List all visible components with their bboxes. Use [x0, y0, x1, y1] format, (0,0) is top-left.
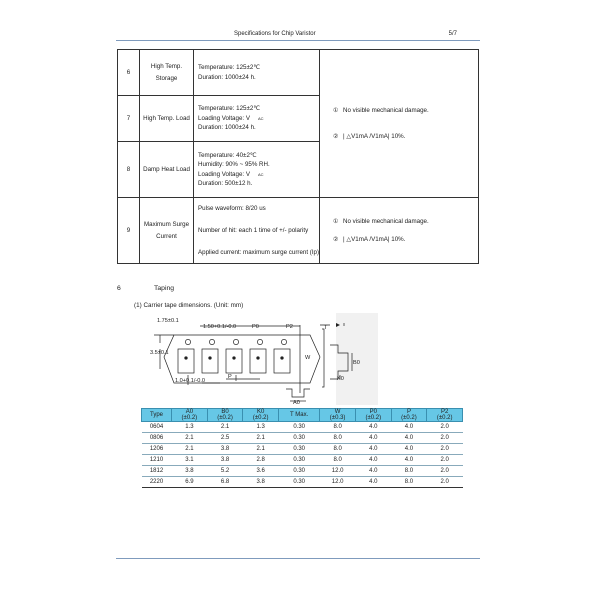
test-conditions: Temperature: 40±2℃ Humidity: 90% ~ 95% RH. Loading Voltage: V AC Duration: 500±12 h. — [194, 142, 320, 198]
table-cell: 8.0 — [320, 455, 356, 466]
table-cell: 3.6 — [243, 466, 279, 477]
test-number: 9 — [118, 198, 140, 264]
table-cell: 4.0 — [391, 422, 427, 433]
reliability-spec-table — [117, 49, 479, 264]
table-cell: 2.0 — [427, 466, 463, 477]
dim-label: P2 — [286, 324, 293, 330]
table-cell: 4.0 — [391, 455, 427, 466]
column-header: P0 (±0.2) — [355, 409, 391, 422]
table-cell: 4.0 — [391, 444, 427, 455]
test-item: High Temp. Storage — [140, 50, 194, 96]
table-cell: 12.0 — [320, 477, 356, 488]
table-row — [142, 422, 463, 433]
table-header-row — [142, 409, 463, 422]
test-number: 6 — [118, 50, 140, 96]
dim-label: 3.5±0.1 — [150, 350, 169, 356]
table-cell: 6.9 — [172, 477, 208, 488]
table-cell: 3.8 — [243, 477, 279, 488]
table-row — [118, 50, 479, 96]
table-cell: 12.0 — [320, 466, 356, 477]
table-cell: 4.0 — [355, 444, 391, 455]
table-cell: 0.30 — [279, 455, 320, 466]
table-cell: 3.1 — [172, 455, 208, 466]
table-cell: 1812 — [142, 466, 172, 477]
table-cell: 1.3 — [172, 422, 208, 433]
dim-label: W — [305, 355, 311, 361]
table-cell: 6.8 — [207, 477, 243, 488]
page-number: 5/7 — [448, 31, 457, 37]
table-cell: 1206 — [142, 444, 172, 455]
tape-dimensions-table — [141, 408, 463, 488]
table-cell: 2.1 — [243, 433, 279, 444]
subsection-heading — [134, 302, 243, 309]
table-row — [142, 466, 463, 477]
test-item: Damp Heat Load — [140, 142, 194, 198]
table-cell: 2.0 — [427, 433, 463, 444]
table-row — [142, 444, 463, 455]
table-cell: 2.0 — [427, 422, 463, 433]
carrier-tape-diagram — [140, 313, 380, 405]
dim-label: 1.0+0.1/-0.0 — [175, 378, 206, 384]
table-cell: 4.0 — [355, 477, 391, 488]
test-number: 7 — [118, 96, 140, 142]
table-cell: 2.0 — [427, 444, 463, 455]
table-cell: 2220 — [142, 477, 172, 488]
table-cell: 4.0 — [355, 455, 391, 466]
table-cell: 0806 — [142, 433, 172, 444]
table-cell: 1.3 — [243, 422, 279, 433]
table-cell: 8.0 — [320, 433, 356, 444]
column-header: Type — [142, 409, 172, 422]
dim-label: 1.75±0.1 — [157, 318, 179, 324]
dim-label: P — [228, 374, 232, 380]
table-cell: 0604 — [142, 422, 172, 433]
table-cell: 2.8 — [243, 455, 279, 466]
table-cell: 3.8 — [172, 466, 208, 477]
page-footer-rule — [116, 558, 480, 559]
column-header: P (±0.2) — [391, 409, 427, 422]
dim-label: K0 — [337, 376, 344, 382]
test-number: 8 — [118, 142, 140, 198]
dim-label: A0 — [293, 400, 300, 405]
column-header: P2 (±0.2) — [427, 409, 463, 422]
column-header: K0 (±0.2) — [243, 409, 279, 422]
column-header: W (±0.3) — [320, 409, 356, 422]
test-conditions: Temperature: 125±2℃ Duration: 1000±24 h. — [194, 50, 320, 96]
column-header: B0 (±0.2) — [207, 409, 243, 422]
table-cell: 4.0 — [355, 433, 391, 444]
subsection-title: Carrier tape dimensions. (Unit: mm) — [143, 302, 244, 309]
dim-label: 1.50+0.1/-0.0 — [203, 324, 237, 330]
section-number: 6 — [117, 285, 121, 292]
test-conditions: Temperature: 125±2℃ Loading Voltage: V AC Duration: 1000±24 h. — [194, 96, 320, 142]
table-cell: 3.8 — [207, 444, 243, 455]
table-cell: 2.0 — [427, 477, 463, 488]
table-row — [142, 433, 463, 444]
table-cell: 1210 — [142, 455, 172, 466]
table-cell: 3.8 — [207, 455, 243, 466]
subsection-mark: (1) — [134, 302, 142, 309]
table-cell: 0.30 — [279, 466, 320, 477]
test-item: High Temp. Load — [140, 96, 194, 142]
table-cell: 8.0 — [320, 422, 356, 433]
document-title: Specifications for Chip Varistor — [234, 31, 316, 37]
table-cell: 2.0 — [427, 455, 463, 466]
table-cell: 2.1 — [207, 422, 243, 433]
test-requirements: ① No visible mechanical damage. ② | △V1mA /V1mA| 10%. — [320, 198, 479, 264]
page-header — [116, 28, 480, 41]
table-row — [142, 455, 463, 466]
table-row — [118, 198, 479, 264]
table-cell: 2.1 — [172, 433, 208, 444]
test-item: Maximum Surge Current — [140, 198, 194, 264]
table-cell: 0.30 — [279, 422, 320, 433]
table-cell: 2.1 — [243, 444, 279, 455]
table-cell: 2.5 — [207, 433, 243, 444]
table-cell: 2.1 — [172, 444, 208, 455]
dim-label: T — [324, 325, 328, 331]
table-cell: 8.0 — [391, 466, 427, 477]
dim-label: P0 — [252, 324, 259, 330]
table-cell: 8.0 — [391, 477, 427, 488]
table-cell: 8.0 — [320, 444, 356, 455]
table-row — [142, 477, 463, 488]
section-title: Taping — [154, 285, 175, 292]
test-conditions: Pulse waveform: 8/20 us Number of hit: each 1 time of +/- polarity Applied current: maximum surge current (Ip) — [194, 198, 320, 264]
column-header: A0 (±0.2) — [172, 409, 208, 422]
table-cell: 0.30 — [279, 433, 320, 444]
table-cell: 4.0 — [355, 422, 391, 433]
table-cell: 4.0 — [391, 433, 427, 444]
test-requirements: ① No visible mechanical damage. ② | △V1mA /V1mA| 10%. — [320, 50, 479, 198]
table-cell: 4.0 — [355, 466, 391, 477]
table-cell: 0.30 — [279, 444, 320, 455]
table-cell: 5.2 — [207, 466, 243, 477]
table-cell: 0.30 — [279, 477, 320, 488]
column-header: T Max. — [279, 409, 320, 422]
section-heading — [117, 285, 175, 292]
dim-label: B0 — [353, 360, 360, 366]
